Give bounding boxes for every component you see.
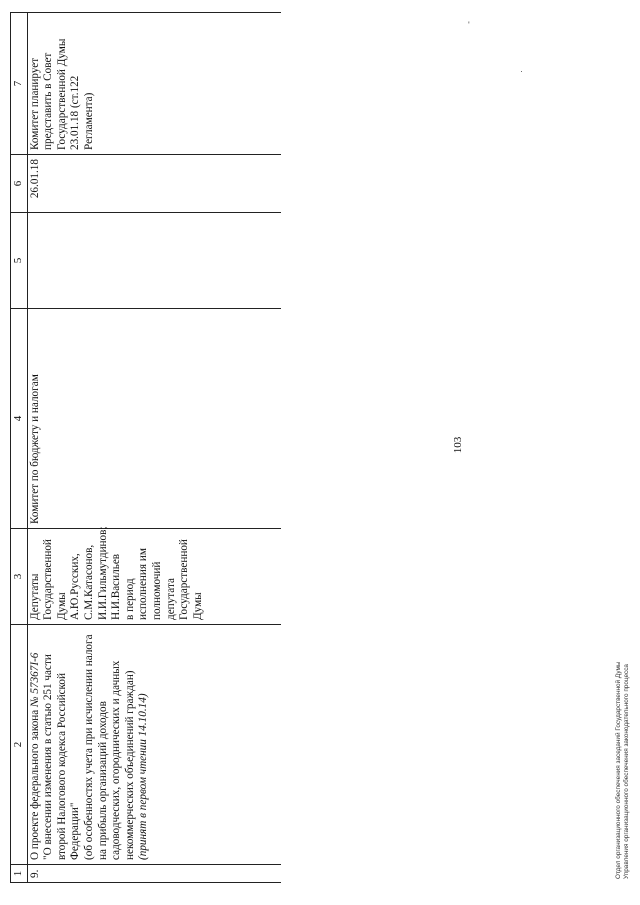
initiator-line: Думы [191,592,204,620]
initiator-line: полномочий [150,561,163,620]
page-number: 103 [452,436,464,454]
initiator-line: А.Ю.Русских, [69,553,82,620]
committee-cell: Комитет по бюджету и налогам [27,309,281,529]
initiator-line: депутата [164,578,177,620]
initiator-line: в период [123,578,136,620]
row-number: 9. [27,865,281,883]
footer-line: Отдел организационного обеспечения заседаний Государственной Думы [615,661,622,879]
column-number: 2 [11,625,28,865]
initiators-cell [27,526,281,625]
bill-cell [27,625,281,865]
bill-title-intro: О проекте федерального закона [28,706,41,860]
column-number-row [11,13,28,883]
bill-status: (принят в первом чтении 14.10.14) [137,693,150,860]
bills-table [10,12,281,883]
note-cell: Комитет планирует представить в Совет Государственной Думы 23.01.18 (ст.122 Регламента) [27,13,281,155]
page-footer [615,662,631,880]
initiator-line: Н.И.Васильев [110,553,123,620]
footer-line: Управления организационного обеспечения законодательного процесса [623,664,630,879]
initiator-line: Думы [55,592,68,620]
column-number: 4 [11,309,28,529]
table-row [27,13,281,883]
initiator-line: Депутаты [28,573,41,620]
column-number: 6 [11,155,28,213]
column-number: 5 [11,213,28,309]
rotated-page [0,5,640,905]
bill-name: "О внесении изменения в статью 251 части второй Налогового кодекса Российской Федерации" [42,654,82,860]
column-number: 7 [11,13,28,155]
date-cell: 26.01.18 [27,155,281,213]
bill-number: № 57367І-6 [28,652,41,707]
initiator-line: С.М.Катасонов, [82,544,95,620]
initiator-line: Государственной [178,539,191,620]
column-number: 3 [11,529,28,625]
empty-cell [27,213,281,309]
column-number: 1 [11,865,28,883]
margin-dot: ' [468,20,470,30]
bill-description: (об особенностях учета при исчислении налога на прибыль организаций доходов садоводческих, огороднических и дачных некоммерческих объединений граждан) [82,634,136,860]
initiator-line: Государственной [42,539,55,620]
initiator-line: исполнения им [137,548,150,620]
margin-dot: · [520,66,523,76]
initiator-line: И.И.Гильмутдинов; [96,526,109,620]
